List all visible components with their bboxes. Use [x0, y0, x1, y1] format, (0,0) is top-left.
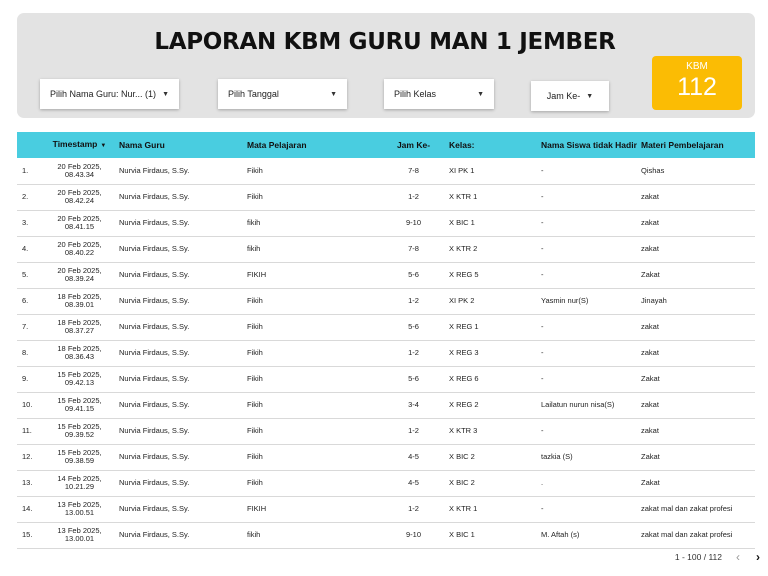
materi-cell: Jinayah: [641, 296, 667, 305]
materi-cell: zakat: [641, 192, 659, 201]
nama-siswa-cell: -: [541, 192, 544, 201]
row-index: 4.: [22, 244, 29, 253]
filter-jam-ke[interactable]: [531, 81, 609, 111]
column-header-nama-guru[interactable]: Nama Guru: [119, 140, 165, 150]
kelas-cell: X REG 3: [449, 348, 479, 357]
table-row[interactable]: [17, 158, 755, 184]
table-row[interactable]: [17, 470, 755, 496]
mata-pelajaran-cell: Fikih: [247, 452, 263, 461]
column-header-jam-ke[interactable]: Jam Ke-: [396, 140, 431, 150]
materi-cell: zakat: [641, 218, 659, 227]
materi-cell: zakat: [641, 348, 659, 357]
nama-siswa-cell: Lailatun nurun nisa(S): [541, 400, 615, 409]
jam-ke-cell: 7-8: [408, 165, 419, 175]
nama-guru-cell: Nurvia Firdaus, S.Sy.: [119, 400, 190, 409]
materi-cell: Zakat: [641, 374, 660, 383]
table-row[interactable]: [17, 288, 755, 314]
kelas-cell: X KTR 1: [449, 504, 478, 513]
mata-pelajaran-cell: Fikih: [247, 478, 263, 487]
sort-down-icon[interactable]: ▼: [100, 143, 107, 149]
jam-ke-cell: 1-2: [408, 504, 419, 513]
filter-tanggal-label: Pilih Tanggal: [228, 89, 279, 99]
materi-cell: Zakat: [641, 452, 660, 461]
mata-pelajaran-cell: fikih: [247, 244, 261, 253]
jam-ke-cell: 1-2: [408, 296, 419, 305]
materi-cell: zakat: [641, 400, 659, 409]
table-row[interactable]: [17, 418, 755, 444]
nama-guru-cell: Nurvia Firdaus, S.Sy.: [119, 452, 190, 461]
nama-siswa-cell: -: [541, 504, 544, 513]
kelas-cell: X REG 6: [449, 374, 479, 383]
kelas-cell: X KTR 3: [449, 426, 478, 435]
kelas-cell: X REG 2: [449, 400, 479, 409]
jam-ke-cell: 5-6: [408, 374, 419, 383]
jam-ke-cell: 5-6: [408, 270, 419, 279]
timestamp-cell: 15 Feb 2025, 09.41.15: [57, 396, 102, 413]
row-index: 10.: [22, 400, 33, 409]
materi-cell: Zakat: [641, 270, 660, 279]
row-index: 7.: [22, 322, 29, 331]
pagination-range: 1 - 100 / 112: [674, 552, 722, 562]
mata-pelajaran-cell: Fikih: [247, 322, 263, 331]
nama-siswa-cell: tazkia (S): [541, 452, 573, 461]
table-row[interactable]: [17, 444, 755, 470]
materi-cell: zakat mal dan zakat profesi: [641, 504, 733, 513]
filter-nama-guru[interactable]: [40, 79, 179, 109]
row-index: 12.: [22, 452, 33, 461]
caret-down-icon: ▼: [586, 92, 594, 100]
kelas-cell: X BIC 1: [449, 530, 475, 539]
jam-ke-cell: 4-5: [408, 478, 419, 487]
row-index: 1.: [22, 165, 29, 175]
row-index: 15.: [22, 530, 33, 539]
caret-down-icon: ▼: [162, 90, 169, 98]
nama-guru-cell: Nurvia Firdaus, S.Sy.: [119, 530, 190, 539]
filter-nama-guru-label: Pilih Nama Guru: Nur... (1): [50, 89, 157, 99]
jam-ke-cell: 9-10: [405, 530, 421, 539]
row-index: 5.: [22, 270, 29, 279]
kbm-table: [17, 132, 755, 549]
column-header-nama-siswa[interactable]: Nama Siswa tidak Hadir: [541, 140, 637, 150]
mata-pelajaran-cell: Fikih: [247, 374, 263, 383]
kelas-cell: XI PK 1: [449, 165, 475, 175]
kelas-cell: XI PK 2: [449, 296, 475, 305]
nama-siswa-cell: Yasmin nur(S): [541, 296, 589, 305]
table-row[interactable]: [17, 392, 755, 418]
timestamp-cell: 20 Feb 2025, 08.41.15: [57, 214, 102, 231]
kbm-scorecard-value: 112: [677, 73, 717, 101]
nama-siswa-cell: -: [541, 348, 544, 357]
timestamp-cell: 13 Feb 2025, 13.00.01: [57, 526, 102, 543]
timestamp-cell: 18 Feb 2025, 08.37.27: [57, 318, 102, 335]
kbm-scorecard: [652, 56, 742, 110]
nama-siswa-cell: -: [541, 218, 544, 227]
kelas-cell: X REG 5: [449, 270, 479, 279]
jam-ke-cell: 3-4: [408, 400, 419, 409]
materi-cell: zakat: [641, 244, 659, 253]
timestamp-cell: 20 Feb 2025, 08.43.34: [57, 161, 102, 179]
column-header-kelas[interactable]: Kelas:: [449, 140, 475, 150]
row-index: 8.: [22, 348, 29, 357]
kelas-cell: X BIC 2: [449, 478, 475, 487]
nama-guru-cell: Nurvia Firdaus, S.Sy.: [119, 478, 190, 487]
kelas-cell: X BIC 2: [449, 452, 475, 461]
nama-guru-cell: Nurvia Firdaus, S.Sy.: [119, 322, 190, 331]
timestamp-cell: 15 Feb 2025, 09.38.59: [57, 448, 102, 465]
nama-guru-cell: Nurvia Firdaus, S.Sy.: [119, 218, 190, 227]
jam-ke-cell: 1-2: [408, 426, 419, 435]
nama-siswa-cell: -: [541, 244, 544, 253]
jam-ke-cell: 4-5: [408, 452, 419, 461]
timestamp-cell: 13 Feb 2025, 13.00.51: [57, 500, 102, 517]
table-row[interactable]: [17, 236, 755, 262]
table-header-row: [17, 132, 755, 158]
timestamp-cell: 15 Feb 2025, 09.42.13: [57, 370, 102, 387]
materi-cell: zakat: [641, 322, 659, 331]
timestamp-cell: 18 Feb 2025, 08.39.01: [57, 292, 102, 309]
kbm-scorecard-label: KBM: [686, 61, 708, 72]
kelas-cell: X KTR 1: [449, 192, 478, 201]
materi-cell: zakat: [641, 426, 659, 435]
row-index: 6.: [22, 296, 29, 305]
nama-guru-cell: Nurvia Firdaus, S.Sy.: [119, 504, 190, 513]
mata-pelajaran-cell: Fikih: [247, 400, 263, 409]
timestamp-cell: 20 Feb 2025, 08.42.24: [57, 188, 102, 205]
kelas-cell: X BIC 1: [449, 218, 475, 227]
column-header-timestamp[interactable]: Timestamp ▼: [52, 139, 107, 149]
filter-tanggal[interactable]: [218, 79, 347, 109]
nama-siswa-cell: -: [541, 426, 544, 435]
kelas-cell: X KTR 2: [449, 244, 478, 253]
nama-guru-cell: Nurvia Firdaus, S.Sy.: [119, 192, 190, 201]
jam-ke-cell: 1-2: [408, 348, 419, 357]
row-index: 9.: [22, 374, 29, 383]
timestamp-cell: 18 Feb 2025, 08.36.43: [57, 344, 102, 361]
table-row[interactable]: [17, 366, 755, 392]
column-header-materi[interactable]: Materi Pembelajaran: [641, 140, 724, 150]
caret-down-icon: ▼: [330, 90, 337, 98]
nama-siswa-cell: .: [541, 478, 544, 487]
nama-siswa-cell: -: [541, 270, 544, 279]
kelas-cell: X REG 1: [449, 322, 479, 331]
filter-jam-ke-label: Jam Ke-: [546, 91, 581, 101]
timestamp-cell: 20 Feb 2025, 08.39.24: [57, 266, 102, 283]
nama-guru-cell: Nurvia Firdaus, S.Sy.: [119, 374, 190, 383]
chevron-right-icon[interactable]: ›: [756, 550, 760, 564]
nama-guru-cell: Nurvia Firdaus, S.Sy.: [119, 348, 190, 357]
mata-pelajaran-cell: Fikih: [247, 192, 263, 201]
table-row[interactable]: [17, 496, 755, 522]
nama-guru-cell: Nurvia Firdaus, S.Sy.: [119, 270, 190, 279]
table-row[interactable]: [17, 340, 755, 366]
materi-cell: Qishas: [641, 165, 665, 175]
table-row[interactable]: [17, 314, 755, 340]
nama-siswa-cell: M. Aftah (s): [541, 530, 580, 539]
row-index: 14.: [22, 504, 33, 513]
table-row[interactable]: [17, 184, 755, 210]
mata-pelajaran-cell: fikih: [247, 530, 261, 539]
jam-ke-cell: 7-8: [408, 244, 419, 253]
mata-pelajaran-cell: fikih: [247, 218, 261, 227]
mata-pelajaran-cell: Fikih: [247, 348, 263, 357]
row-index: 2.: [22, 192, 29, 201]
nama-guru-cell: Nurvia Firdaus, S.Sy.: [119, 296, 190, 305]
materi-cell: Zakat: [641, 478, 660, 487]
nama-siswa-cell: -: [541, 322, 544, 331]
mata-pelajaran-cell: Fikih: [247, 296, 263, 305]
nama-guru-cell: Nurvia Firdaus, S.Sy.: [119, 165, 190, 175]
mata-pelajaran-cell: FIKIH: [247, 504, 267, 513]
table-row[interactable]: [17, 210, 755, 236]
timestamp-cell: 14 Feb 2025, 10.21.29: [57, 474, 102, 491]
column-header-mata-pelajaran[interactable]: Mata Pelajaran: [247, 140, 307, 150]
jam-ke-cell: 9-10: [405, 218, 421, 227]
column-header-index: [17, 132, 42, 158]
table-row[interactable]: [17, 262, 755, 288]
mata-pelajaran-cell: FIKIH: [247, 270, 267, 279]
timestamp-cell: 20 Feb 2025, 08.40.22: [57, 240, 102, 257]
timestamp-cell: 15 Feb 2025, 09.39.52: [57, 422, 102, 439]
filter-kelas-label: Pilih Kelas: [394, 89, 437, 99]
nama-siswa-cell: -: [541, 374, 544, 383]
row-index: 13.: [22, 478, 33, 487]
mata-pelajaran-cell: Fikih: [247, 165, 263, 175]
table-body: [17, 158, 755, 548]
filter-kelas[interactable]: [384, 79, 494, 109]
mata-pelajaran-cell: Fikih: [247, 426, 263, 435]
page-title: LAPORAN KBM GURU MAN 1 JEMBER: [154, 29, 616, 55]
nama-siswa-cell: -: [541, 165, 544, 175]
chevron-left-icon[interactable]: ‹: [736, 550, 740, 564]
caret-down-icon: ▼: [477, 90, 484, 98]
jam-ke-cell: 5-6: [408, 322, 419, 331]
nama-guru-cell: Nurvia Firdaus, S.Sy.: [119, 426, 190, 435]
pagination: [620, 550, 760, 564]
materi-cell: zakat mal dan zakat profesi: [641, 530, 733, 539]
table-row[interactable]: [17, 522, 755, 548]
jam-ke-cell: 1-2: [408, 192, 419, 201]
row-index: 11.: [22, 426, 32, 435]
nama-guru-cell: Nurvia Firdaus, S.Sy.: [119, 244, 190, 253]
row-index: 3.: [22, 218, 29, 227]
